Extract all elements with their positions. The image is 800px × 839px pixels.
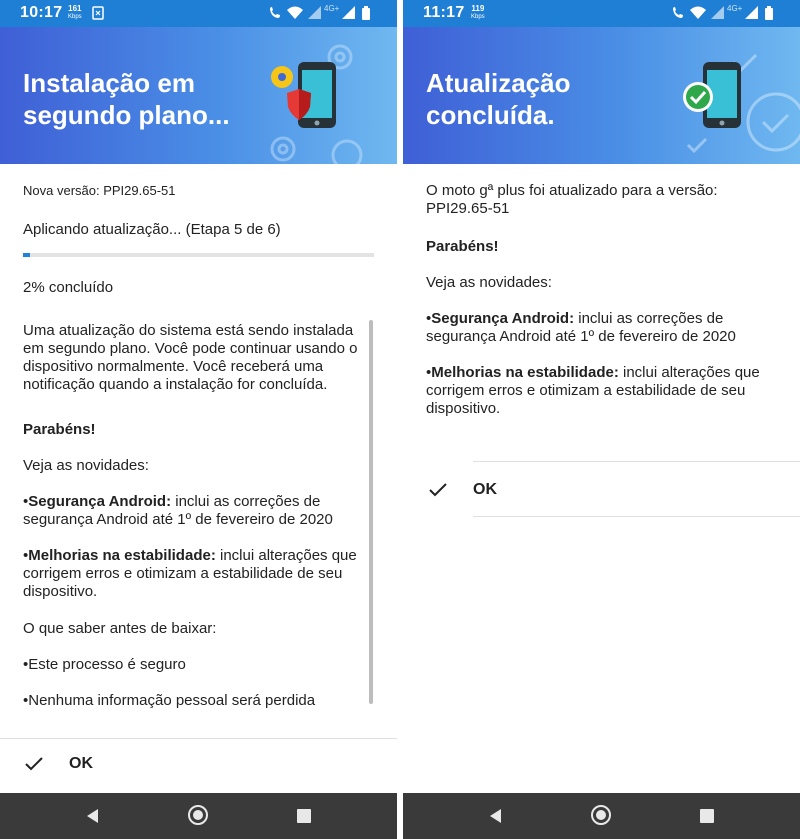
home-icon[interactable] — [591, 805, 611, 825]
navigation-bar — [0, 793, 397, 839]
version-label: Nova versão: PPI29.65-51 — [23, 183, 176, 198]
network-type: 4G+ — [727, 4, 743, 13]
recents-icon[interactable] — [297, 809, 311, 823]
congrats-heading: Parabéns! — [23, 421, 96, 438]
update-illustration — [255, 27, 397, 164]
check-icon — [428, 482, 448, 498]
list-item: •Segurança Android: inclui as correções de segurança Android até 1º de fevereiro de 2020 — [426, 310, 736, 345]
check-icon — [24, 756, 44, 772]
left-screen — [0, 0, 397, 839]
check-icon — [683, 82, 713, 112]
description-text: Uma atualização do sistema está sendo instalada em segundo plano. Você pode continuar usando o dispositivo normalmente. Você receberá uma notificação quando a instalação for concluída. — [23, 322, 358, 393]
page-title: Instalação em segundo plano... — [23, 68, 230, 130]
right-screen — [403, 0, 800, 839]
screenshot-icon — [92, 6, 104, 20]
list-item: •Segurança Android: inclui as correções de segurança Android até 1º de fevereiro de 2020 — [23, 493, 333, 528]
signal-icon — [308, 6, 321, 19]
before-heading: O que saber antes de baixar: — [23, 620, 217, 637]
hero-banner — [403, 27, 800, 164]
ok-label: OK — [69, 755, 93, 772]
divider — [473, 461, 800, 462]
update-message: O moto gª plus foi atualizado para a versão: PPI29.65-51 — [426, 182, 718, 217]
news-heading: Veja as novidades: — [426, 274, 552, 291]
call-icon — [268, 6, 282, 20]
list-item: •Nenhuma informação pessoal será perdida — [23, 692, 316, 709]
progress-percent: 2% concluído — [23, 279, 114, 296]
congrats-heading: Parabéns! — [426, 238, 499, 255]
step-status: Aplicando atualização... (Etapa 5 de 6) — [23, 221, 281, 238]
list-item: •Este processo é seguro — [23, 656, 186, 673]
back-icon[interactable] — [87, 809, 98, 823]
back-icon[interactable] — [490, 809, 501, 823]
recents-icon[interactable] — [700, 809, 714, 823]
gear-icon — [271, 66, 293, 88]
wifi-icon — [690, 6, 706, 19]
divider — [0, 738, 397, 739]
call-icon — [671, 6, 685, 20]
list-item: •Melhorias na estabilidade: inclui alterações que corrigem erros e otimizam a estabilidade de seu dispositivo. — [426, 364, 760, 417]
progress-bar — [23, 253, 374, 257]
network-type: 4G+ — [324, 4, 340, 13]
divider — [473, 516, 800, 517]
signal-icon — [745, 6, 758, 19]
page-title: Atualização concluída. — [426, 68, 571, 130]
progress-fill — [23, 253, 30, 257]
signal-icon — [711, 6, 724, 19]
news-heading: Veja as novidades: — [23, 457, 149, 474]
status-bar — [0, 0, 397, 27]
list-item: •Melhorias na estabilidade: inclui alterações que corrigem erros e otimizam a estabilidade de seu dispositivo. — [23, 547, 357, 600]
network-speed: 161 Kbps — [68, 4, 82, 20]
navigation-bar — [403, 793, 800, 839]
home-icon[interactable] — [188, 805, 208, 825]
ok-button[interactable] — [428, 481, 497, 499]
status-time: 11:17 — [423, 4, 465, 21]
ok-label: OK — [473, 481, 497, 498]
signal-icon — [342, 6, 355, 19]
battery-icon — [362, 6, 370, 20]
status-bar — [403, 0, 800, 27]
ok-button[interactable] — [24, 755, 93, 773]
wifi-icon — [287, 6, 303, 19]
hero-banner — [0, 27, 397, 164]
network-speed: 119 Kbps — [471, 4, 485, 20]
battery-icon — [765, 6, 773, 20]
status-time: 10:17 — [20, 4, 63, 21]
update-illustration — [658, 27, 800, 164]
scrollbar[interactable] — [369, 320, 373, 704]
